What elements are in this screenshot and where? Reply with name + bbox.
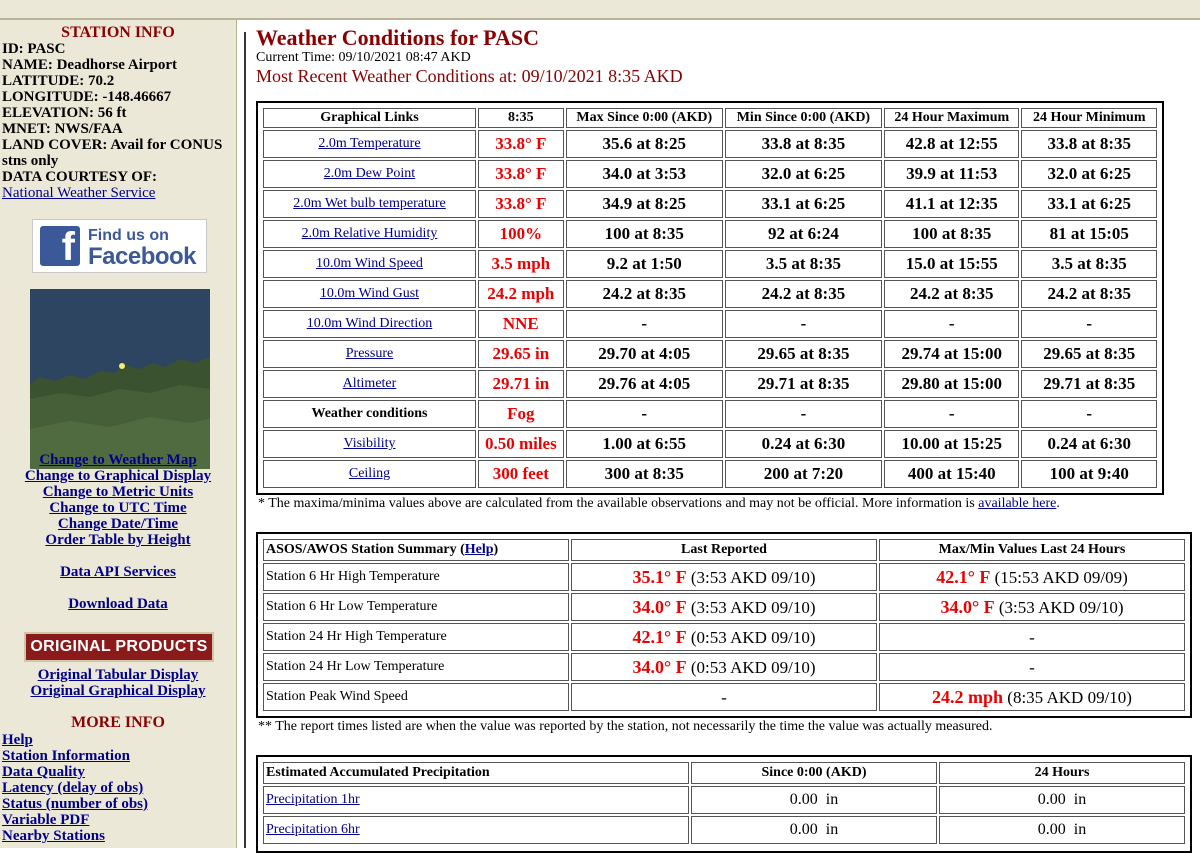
conditions-row (263, 340, 1157, 368)
min-24h-value: 0.24 at 6:30 (1021, 430, 1157, 458)
conditions-row (263, 220, 1157, 248)
last-reported-time: (3:53 AKD 09/10) (686, 597, 816, 617)
max-since-value: - (566, 310, 723, 338)
main-content (256, 26, 1200, 853)
min-since-value: 33.8 at 8:35 (725, 130, 882, 158)
min-since-value: - (725, 310, 882, 338)
status-link[interactable]: Status (number of obs) (2, 796, 148, 812)
summary-label: Station 6 Hr Low Temperature (263, 593, 569, 621)
conditions-row (263, 280, 1157, 308)
current-time: Current Time: 09/10/2021 08:47 AKD (256, 50, 471, 65)
summary-last-reported-header: Last Reported (571, 539, 877, 561)
max-since-value: 300 at 8:35 (566, 460, 723, 488)
conditions-row (263, 370, 1157, 398)
summary-table-frame (256, 532, 1192, 718)
conditions-row (263, 190, 1157, 218)
original-graphical-display-link[interactable]: Original Graphical Display (30, 683, 206, 699)
min-24h-value: 24.2 at 8:35 (1021, 280, 1157, 308)
precip-table-frame (256, 755, 1192, 853)
last-reported-value: 42.1° F (632, 626, 687, 647)
max-24h-value: - (884, 310, 1019, 338)
precipitation-table (261, 760, 1187, 846)
summary-label: Station 24 Hr High Temperature (263, 623, 569, 651)
current-value: Fog (478, 400, 564, 428)
current-value: 29.65 in (478, 340, 564, 368)
max-since-value: 34.9 at 8:25 (566, 190, 723, 218)
sidebar-nav (0, 452, 236, 548)
10-0m-wind-direction-link[interactable]: 10.0m Wind Direction (306, 316, 433, 331)
row-label (263, 370, 476, 398)
last-reported-cell (571, 593, 877, 621)
station-mnet: MNET: NWS/FAA (2, 121, 123, 137)
row-label (263, 340, 476, 368)
precip-row (263, 786, 1185, 814)
header-max-since: Max Since 0:00 (AKD) (566, 108, 723, 128)
data-quality-link[interactable]: Data Quality (2, 764, 85, 780)
help-link[interactable]: Help (2, 732, 33, 748)
facebook-line1: Find us on (88, 227, 169, 244)
conditions-row (263, 400, 1157, 428)
change-utc-time-link[interactable]: Change to UTC Time (49, 500, 187, 516)
min-24h-value: 33.1 at 6:25 (1021, 190, 1157, 218)
maxmin-value: 24.2 mph (932, 686, 1004, 707)
station-longitude: LONGITUDE: -148.46667 (2, 89, 172, 105)
maxmin-cell (879, 563, 1185, 591)
conditions-row (263, 160, 1157, 188)
station-marker (119, 363, 125, 369)
summary-label: Station 24 Hr Low Temperature (263, 653, 569, 681)
sidebar (0, 20, 237, 848)
max-24h-value: - (884, 400, 1019, 428)
station-information-link[interactable]: Station Information (2, 748, 130, 764)
max-since-value: 1.00 at 6:55 (566, 430, 723, 458)
last-reported-cell (571, 563, 877, 591)
station-land-cover: LAND COVER: Avail for CONUS stns only (2, 137, 223, 169)
facebook-button[interactable] (32, 219, 207, 273)
summary-row (263, 653, 1185, 681)
min-since-value: 3.5 at 8:35 (725, 250, 882, 278)
precip-24h-value: 0.00 in (939, 786, 1185, 814)
station-id: ID: PASC (2, 41, 66, 57)
max-24h-value: 39.9 at 11:53 (884, 160, 1019, 188)
current-value: 300 feet (478, 460, 564, 488)
min-since-value: 92 at 6:24 (725, 220, 882, 248)
nearby-stations-link[interactable]: Nearby Stations (2, 828, 105, 844)
last-reported-cell (571, 683, 877, 711)
max-24h-value: 24.2 at 8:35 (884, 280, 1019, 308)
current-value: 3.5 mph (478, 250, 564, 278)
conditions-table-frame (256, 101, 1164, 495)
summary-row (263, 683, 1185, 711)
map-graphic (30, 289, 210, 469)
conditions-row (263, 130, 1157, 158)
maxmin-value: 34.0° F (940, 596, 995, 617)
maxmin-cell (879, 653, 1185, 681)
maxima-note: * The maxima/minima values above are calculated from the available observations and may not be official. More information is available here. (258, 496, 1060, 511)
precip-header-row (263, 762, 1185, 784)
last-reported-value: 34.0° F (632, 596, 687, 617)
10-0m-wind-speed-link[interactable]: 10.0m Wind Speed (316, 256, 423, 271)
min-since-value: 24.2 at 8:35 (725, 280, 882, 308)
summary-row (263, 563, 1185, 591)
precip-24h-value: 0.00 in (939, 816, 1185, 844)
row-label (263, 220, 476, 248)
max-24h-value: 41.1 at 12:35 (884, 190, 1019, 218)
summary-help-link[interactable]: Help (464, 542, 494, 557)
max-24h-value: 15.0 at 15:55 (884, 250, 1019, 278)
header-current-time: 8:35 (478, 108, 564, 128)
max-since-value: 29.76 at 4:05 (566, 370, 723, 398)
header-min-since: Min Since 0:00 (AKD) (725, 108, 882, 128)
max-24h-value: 29.74 at 15:00 (884, 340, 1019, 368)
original-products-button[interactable]: ORIGINAL PRODUCTS (24, 632, 214, 662)
precip-label (263, 816, 689, 844)
last-reported-value: 35.1° F (632, 566, 687, 587)
min-24h-value: 29.65 at 8:35 (1021, 340, 1157, 368)
last-reported-value: 34.0° F (632, 656, 687, 677)
precip-label (263, 786, 689, 814)
min-since-value: 200 at 7:20 (725, 460, 882, 488)
2-0m-relative-humidity-link[interactable]: 2.0m Relative Humidity (301, 226, 438, 241)
order-table-by-height-link[interactable]: Order Table by Height (45, 532, 191, 548)
row-label (263, 430, 476, 458)
2-0m-dew-point-link[interactable]: 2.0m Dew Point (323, 166, 416, 181)
min-since-value: 29.65 at 8:35 (725, 340, 882, 368)
report-times-note: ** The report times listed are when the value was reported by the station, not necessarily the time the value was actually measured. (258, 719, 993, 734)
summary-row (263, 623, 1185, 651)
page-title: Weather Conditions for PASC (256, 25, 539, 50)
change-graphical-display-link[interactable]: Change to Graphical Display (24, 468, 212, 484)
ceiling-link[interactable]: Ceiling (348, 466, 391, 481)
station-elevation: ELEVATION: 56 ft (2, 105, 127, 121)
header-graphical-links: Graphical Links (263, 108, 476, 128)
most-recent-conditions: Most Recent Weather Conditions at: 09/10/2021 8:35 AKD (256, 66, 683, 86)
maxmin-time: - (1029, 627, 1035, 647)
last-reported-time: - (721, 687, 727, 707)
2-0m-wet-bulb-temperature-link[interactable]: 2.0m Wet bulb temperature (293, 196, 446, 211)
original-tabular-display-link[interactable]: Original Tabular Display (37, 667, 199, 683)
maxmin-value: 42.1° F (936, 566, 991, 587)
precipitation-link[interactable]: Precipitation 6hr (266, 822, 360, 837)
min-since-value: 29.71 at 8:35 (725, 370, 882, 398)
visibility-link[interactable]: Visibility (343, 436, 396, 451)
row-label (263, 160, 476, 188)
conditions-header-row (263, 108, 1157, 128)
last-reported-cell (571, 623, 877, 651)
change-date-time-link[interactable]: Change Date/Time (57, 516, 179, 532)
last-reported-cell (571, 653, 877, 681)
precip-24h-header: 24 Hours (939, 762, 1185, 784)
last-reported-time: (0:53 AKD 09/10) (686, 627, 816, 647)
maxmin-time: (15:53 AKD 09/09) (990, 567, 1128, 587)
summary-title-header: ASOS/AWOS Station Summary (Help) (263, 539, 569, 561)
more-info-heading: MORE INFO (71, 714, 165, 731)
change-weather-map-link[interactable]: Change to Weather Map (39, 452, 197, 468)
min-24h-value: 29.71 at 8:35 (1021, 370, 1157, 398)
summary-label: Station 6 Hr High Temperature (263, 563, 569, 591)
variable-pdf-link[interactable]: Variable PDF (2, 812, 90, 828)
current-value: 33.8° F (478, 130, 564, 158)
station-name: NAME: Deadhorse Airport (2, 57, 177, 73)
min-since-value: - (725, 400, 882, 428)
conditions-table (261, 106, 1159, 490)
row-label (263, 190, 476, 218)
max-since-value: 24.2 at 8:35 (566, 280, 723, 308)
conditions-row (263, 310, 1157, 338)
summary-label: Station Peak Wind Speed (263, 683, 569, 711)
min-since-value: 32.0 at 6:25 (725, 160, 882, 188)
change-metric-units-link[interactable]: Change to Metric Units (42, 484, 194, 500)
summary-row (263, 593, 1185, 621)
precip-row (263, 816, 1185, 844)
summary-header-row (263, 539, 1185, 561)
min-24h-value: 100 at 9:40 (1021, 460, 1157, 488)
min-24h-value: 33.8 at 8:35 (1021, 130, 1157, 158)
10-0m-wind-gust-link[interactable]: 10.0m Wind Gust (319, 286, 420, 301)
max-since-value: 29.70 at 4:05 (566, 340, 723, 368)
summary-maxmin-header: Max/Min Values Last 24 Hours (879, 539, 1185, 561)
min-24h-value: 3.5 at 8:35 (1021, 250, 1157, 278)
maxmin-cell (879, 623, 1185, 651)
2-0m-temperature-link[interactable]: 2.0m Temperature (318, 136, 421, 151)
vertical-divider (244, 32, 246, 848)
conditions-row (263, 460, 1157, 488)
min-24h-value: - (1021, 400, 1157, 428)
available-here-link[interactable]: available here (978, 496, 1057, 511)
max-since-value: - (566, 400, 723, 428)
row-label (263, 250, 476, 278)
row-label (263, 310, 476, 338)
more-info-links (0, 732, 236, 844)
precipitation-link[interactable]: Precipitation 1hr (266, 792, 360, 807)
station-info-heading: STATION INFO (61, 24, 175, 41)
precip-since-value: 0.00 in (691, 816, 937, 844)
row-label (263, 130, 476, 158)
min-24h-value: 32.0 at 6:25 (1021, 160, 1157, 188)
precip-since-header: Since 0:00 (AKD) (691, 762, 937, 784)
altimeter-link[interactable]: Altimeter (342, 376, 397, 391)
facebook-icon: f (40, 226, 80, 266)
maxmin-time: (3:53 AKD 09/10) (994, 597, 1124, 617)
row-label (263, 460, 476, 488)
facebook-line2: Facebook (88, 243, 197, 270)
maxmin-cell (879, 593, 1185, 621)
current-value: NNE (478, 310, 564, 338)
conditions-row (263, 250, 1157, 278)
max-since-value: 100 at 8:35 (566, 220, 723, 248)
max-24h-value: 400 at 15:40 (884, 460, 1019, 488)
data-courtesy-label: DATA COURTESY OF: (2, 169, 158, 185)
header-24h-min: 24 Hour Minimum (1021, 108, 1157, 128)
conditions-row (263, 430, 1157, 458)
maxmin-time: - (1029, 657, 1035, 677)
station-info-block (0, 41, 236, 201)
max-since-value: 35.6 at 8:25 (566, 130, 723, 158)
max-24h-value: 100 at 8:35 (884, 220, 1019, 248)
max-since-value: 34.0 at 3:53 (566, 160, 723, 188)
maxmin-cell (879, 683, 1185, 711)
current-value: 33.8° F (478, 160, 564, 188)
current-value: 0.50 miles (478, 430, 564, 458)
max-24h-value: 29.80 at 15:00 (884, 370, 1019, 398)
row-label: Weather conditions (263, 400, 476, 428)
min-since-value: 33.1 at 6:25 (725, 190, 882, 218)
max-24h-value: 10.00 at 15:25 (884, 430, 1019, 458)
data-api-services-link[interactable]: Data API Services (60, 564, 176, 580)
station-summary-table (261, 537, 1187, 713)
max-24h-value: 42.8 at 12:55 (884, 130, 1019, 158)
last-reported-time: (0:53 AKD 09/10) (686, 657, 816, 677)
current-value: 33.8° F (478, 190, 564, 218)
current-value: 100% (478, 220, 564, 248)
precip-title-header: Estimated Accumulated Precipitation (263, 762, 689, 784)
station-latitude: LATITUDE: 70.2 (2, 73, 115, 89)
top-frame-bar (0, 0, 1200, 20)
pressure-link[interactable]: Pressure (345, 346, 394, 361)
min-24h-value: 81 at 15:05 (1021, 220, 1157, 248)
latency-link[interactable]: Latency (delay of obs) (2, 780, 144, 796)
min-24h-value: - (1021, 310, 1157, 338)
row-label (263, 280, 476, 308)
precip-since-value: 0.00 in (691, 786, 937, 814)
download-data-link[interactable]: Download Data (68, 596, 168, 612)
header-24h-max: 24 Hour Maximum (884, 108, 1019, 128)
current-value: 29.71 in (478, 370, 564, 398)
maxmin-time: (8:35 AKD 09/10) (1003, 687, 1132, 707)
max-since-value: 9.2 at 1:50 (566, 250, 723, 278)
station-location-map[interactable] (30, 289, 210, 469)
national-weather-service-link[interactable]: National Weather Service (2, 185, 156, 201)
min-since-value: 0.24 at 6:30 (725, 430, 882, 458)
current-value: 24.2 mph (478, 280, 564, 308)
last-reported-time: (3:53 AKD 09/10) (686, 567, 816, 587)
